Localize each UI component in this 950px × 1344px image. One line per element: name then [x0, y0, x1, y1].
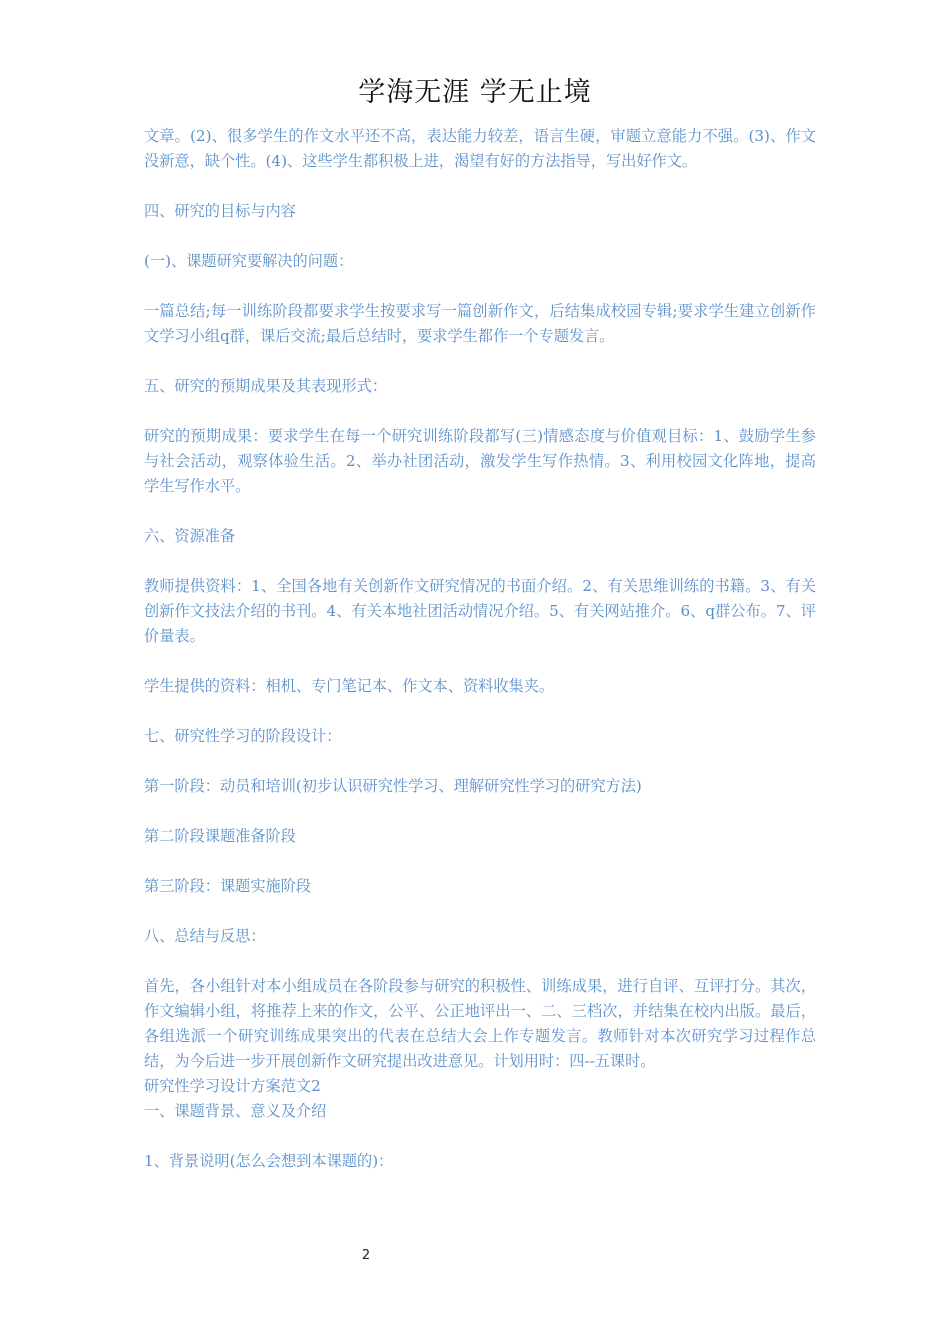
page-header: 学海无涯 学无止境: [358, 77, 592, 108]
section-heading: 七、研究性学习的阶段设计：: [144, 727, 342, 745]
paragraph: 第一阶段：动员和培训(初步认识研究性学习、理解研究性学习的研究方法): [144, 777, 642, 795]
document-body: [144, 124, 816, 1174]
paragraph: 1、背景说明(怎么会想到本课题的)：: [144, 1152, 394, 1170]
page-number: 2: [361, 1248, 371, 1263]
document-title: 研究性学习设计方案范文2: [144, 1077, 321, 1095]
section-heading: 五、研究的预期成果及其表现形式：: [144, 377, 387, 395]
paragraph: 第二阶段课题准备阶段: [144, 827, 296, 845]
section-heading: 四、研究的目标与内容: [144, 202, 296, 220]
paragraph: 学生提供的资料：相机、专门笔记本、作文本、资料收集夹。: [144, 677, 555, 695]
paragraph: 一篇总结;每一训练阶段都要求学生按要求写一篇创新作文，后结集成校园专辑;要求学生建立创新作文学习小组q群，课后交流;最后总结时，要求学生都作一个专题发言。: [144, 302, 816, 345]
subsection-heading: (一)、课题研究要解决的问题：: [144, 252, 354, 270]
paragraph: 首先，各小组针对本小组成员在各阶段参与研究的积极性、训练成果，进行自评、互评打分。其次，作文编辑小组，将推荐上来的作文，公平、公正地评出一、二、三档次，并结集在校内出版。最后，各组选派一个研究训练成果突出的代表在总结大会上作专题发言。教师针对本次研究学习过程作总结，为今后进一步开展创新作文研究提出改进意见。计划用时：四--五课时。: [144, 977, 816, 1070]
section-heading: 六、资源准备: [144, 527, 236, 545]
paragraph: 研究的预期成果：要求学生在每一个研究训练阶段都写(三)情感态度与价值观目标：1、鼓励学生参与社会活动，观察体验生活。2、举办社团活动，激发学生写作热情。3、利用校园文化阵地，提高学生写作水平。: [144, 427, 816, 495]
section-heading: 八、总结与反思：: [144, 927, 266, 945]
paragraph: 第三阶段：课题实施阶段: [144, 877, 312, 895]
paragraph: 文章。(2)、很多学生的作文水平还不高，表达能力较差，语言生硬，审题立意能力不强。(3)、作文没新意，缺个性。(4)、这些学生都积极上进，渴望有好的方法指导，写出好作文。: [144, 127, 816, 170]
paragraph: 教师提供资料：1、全国各地有关创新作文研究情况的书面介绍。2、有关思维训练的书籍。3、有关创新作文技法介绍的书刊。4、有关本地社团活动情况介绍。5、有关网站推介。6、q群公布。7、评价量表。: [144, 577, 816, 645]
section-heading: 一、课题背景、意义及介绍: [144, 1102, 327, 1120]
